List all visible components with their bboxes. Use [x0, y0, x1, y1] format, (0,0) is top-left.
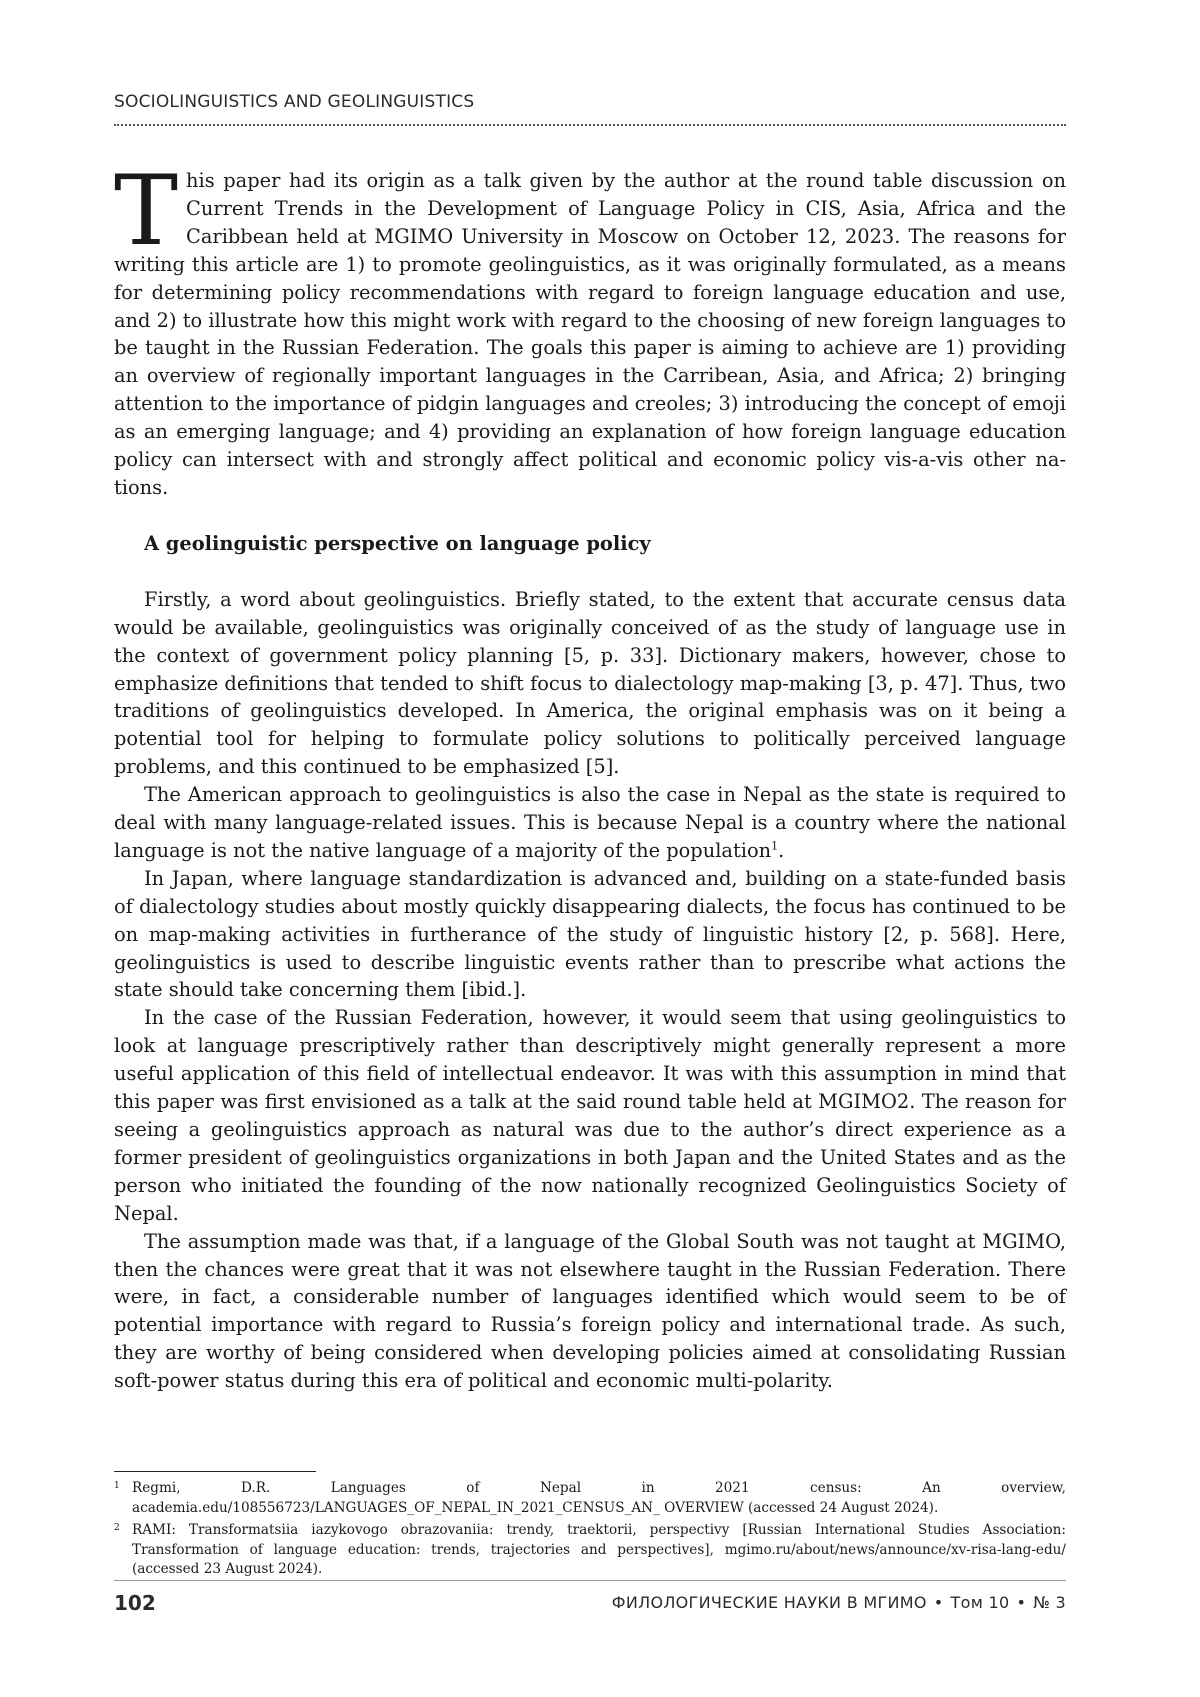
page-number: 102 — [114, 1591, 156, 1615]
footnote-1 — [114, 1479, 1066, 1518]
journal-title: ФИЛОЛОГИЧЕСКИЕ НАУКИ В МГИМО — [611, 1593, 927, 1612]
separator-dot: • — [933, 1593, 944, 1612]
footnote-text: RAMI: Transformatsiia iazykovogo obrazovaniia: trendy, traektorii, perspectivy [Russian International Studies Association: Transformation of language education: trends, trajectories and perspectives], mgimo.ru/about/news/announce/xv-risa-lang-edu/ (accessed 23 August 2024). — [132, 1522, 1066, 1577]
separator-dot: • — [1016, 1593, 1027, 1612]
paragraph-1: Firstly, a word about geolinguistics. Briefly stated, to the extent that accurate census data would be available, geolinguistics was originally conceived of as the study of language use in the context of government policy planning [5, p. 33]. Dictionary makers, however, chose to emphasize definitions that tended to shift focus to dialectology map-making [3, p. 47]. Thus, two traditions of geolinguistics developed. In America, the original emphasis was on it being a potential tool for helping to formulate policy solutions to politically perceived language problems, and this continued to be emphasized [5]. — [114, 587, 1066, 779]
section-heading: A geolinguistic perspective on language policy — [144, 531, 651, 555]
footer-divider — [114, 1580, 1066, 1581]
journal-volume: Том 10 — [950, 1593, 1010, 1612]
footnotes — [114, 1479, 1066, 1583]
intro-text: his paper had its origin as a talk given by the author at the round table discussion on Current Trends in the Development of Language Policy in CIS, Asia, Africa and the Caribbean held at MGIMO University in Moscow on October 12, 2023. The reasons for writing this article are 1) to promote geolinguistics, as it was originally formulated, as a means for determining policy recommendations with regard to foreign language education and use, and 2) to illustrate how this might work with regard to the choosing of new foreign languages to be taught in the Russian Federation. The goals this paper is aiming to achieve are 1) providing an overview of regionally important languages in the Carribean, Asia, and Africa; 2) bringing attention to the importance of pidgin languages and creoles; 3) introducing the concept of emoji as an emerging language; and 4) providing an explanation of how foreign language education policy can intersect with and strongly affect political and economic policy vis-a-vis other nations. — [114, 169, 1066, 499]
paragraph-2 — [114, 781, 1066, 865]
intro-paragraph — [114, 155, 1066, 502]
footnote-number: 2 — [114, 1523, 120, 1533]
article-body — [114, 155, 1066, 1395]
running-header: SOCIOLINGUISTICS AND GEOLINGUISTICS — [114, 92, 475, 112]
footnote-number: 1 — [114, 1481, 120, 1491]
footnote-text: Regmi, D.R. Languages of Nepal in 2021 census: An overview, academia.edu/108556723/LANGUAGES_OF_NEPAL_IN_2021_CENSUS_AN_ OVERVIEW (accessed 24 August 2024). — [132, 1480, 1066, 1516]
drop-cap: T — [114, 155, 179, 267]
header-divider — [114, 124, 1066, 126]
paragraph-2-end: . — [778, 838, 785, 862]
footnote-divider — [114, 1471, 316, 1472]
journal-info — [612, 1593, 1066, 1612]
paragraph-5: The assumption made was that, if a language of the Global South was not taught at MGIMO, then the chances were great that it was not elsewhere taught in the Russian Federation. There were, in fact, a considerable number of languages identified which would seem to be of potential importance with regard to Russia’s foreign policy and international trade. As such, they are worthy of being considered when developing policies aimed at consolidating Russian soft-power status during this era of political and economic multi-polarity. — [114, 1229, 1066, 1393]
journal-issue: № 3 — [1033, 1593, 1066, 1612]
paragraph-4: In the case of the Russian Federation, however, it would seem that using geolinguistics to look at language prescriptively rather than descriptively might generally represent a more useful application of this field of intellectual endeavor. It was with this assumption in mind that this paper was first envisioned as a talk at the said round table held at MGIMO2. The reason for seeing a geolinguistics approach as natural was due to the author’s direct experience as a former president of geolinguistics organizations in both Japan and the United States and as the person who initiated the founding of the now nationally recognized Geolinguistics Society of Nepal. — [114, 1006, 1066, 1225]
paragraph-3: In Japan, where language standardization is advanced and, building on a state-funded basis of dialectology studies about mostly quickly disappearing dialects, the focus has continued to be on map-making activities in furtherance of the study of linguistic history [2, p. 568]. Here, geolinguistics is used to describe linguistic events rather than to prescribe what actions the state should take concerning them [ibid.]. — [114, 866, 1066, 1002]
footnote-2 — [114, 1521, 1066, 1580]
footnote-ref-1[interactable]: 1 — [771, 839, 779, 853]
paragraph-2-text: The American approach to geolinguistics is also the case in Nepal as the state is required to deal with many language-related issues. This is because Nepal is a country where the national language is not the native language of a majority of the population — [114, 783, 1066, 862]
